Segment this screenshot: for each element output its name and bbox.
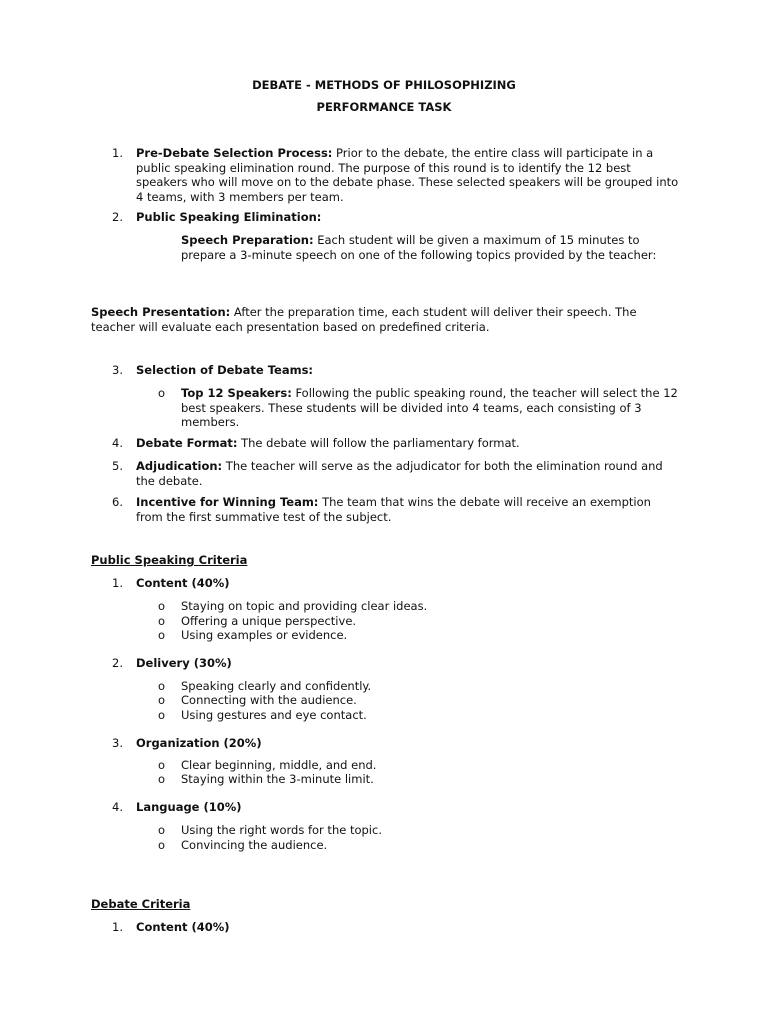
criteria-label: Language (10%) xyxy=(136,800,242,814)
bullet-text: Using the right words for the topic. xyxy=(181,823,382,837)
top-speakers-body: Following the public speaking round, the teacher will select the 12 best speakers. These students will be divided into 4 teams, each consisting of 3 members. xyxy=(181,386,678,429)
speech-presentation-heading: Speech Presentation: xyxy=(91,305,231,319)
speech-preparation-heading: Speech Preparation: xyxy=(181,233,314,247)
item-body: The debate will follow the parliamentary format. xyxy=(237,436,520,450)
top-speakers-heading: Top 12 Speakers: xyxy=(181,386,292,400)
public-speaking-criteria-heading: Public Speaking Criteria xyxy=(91,553,248,567)
criteria-number: 1. xyxy=(112,920,123,934)
criteria-label: Delivery (30%) xyxy=(136,656,232,670)
bullet-text: Convincing the audience. xyxy=(181,838,328,852)
document-subtitle: PERFORMANCE TASK xyxy=(316,100,452,114)
item-heading: Pre-Debate Selection Process: xyxy=(136,146,333,160)
item-heading: Adjudication: xyxy=(136,459,223,473)
bullet-marker: o xyxy=(158,758,166,772)
criteria-label: Organization (20%) xyxy=(136,736,262,750)
bullet-text: Using examples or evidence. xyxy=(181,628,348,642)
item-heading: Incentive for Winning Team: xyxy=(136,495,319,509)
bullet-text: Clear beginning, middle, and end. xyxy=(181,758,377,772)
criteria-label: Content (40%) xyxy=(136,920,230,934)
item-heading: Debate Format: xyxy=(136,436,238,450)
speech-presentation xyxy=(91,305,681,334)
item-text xyxy=(136,363,681,378)
speech-presentation-body: After the preparation time, each student will deliver their speech. The teacher will evaluate each presentation based on predefined criteria. xyxy=(91,305,637,334)
bullet-text: Using gestures and eye contact. xyxy=(181,708,367,722)
criteria-number: 2. xyxy=(112,656,123,670)
bullet-marker: o xyxy=(158,614,166,628)
bullet-marker: o xyxy=(158,386,166,400)
criteria-label: Content (40%) xyxy=(136,576,230,590)
item-number: 2. xyxy=(112,210,123,224)
bullet-text: Offering a unique perspective. xyxy=(181,614,357,628)
bullet-marker: o xyxy=(158,708,166,722)
criteria-number: 1. xyxy=(112,576,123,590)
bullet-text: Connecting with the audience. xyxy=(181,693,357,707)
item-text xyxy=(136,459,681,488)
bullet-marker: o xyxy=(158,693,166,707)
item-heading: Selection of Debate Teams: xyxy=(136,363,314,377)
bullet-marker: o xyxy=(158,599,166,613)
debate-criteria-heading: Debate Criteria xyxy=(91,897,191,911)
item-number: 3. xyxy=(112,363,123,377)
bullet-marker: o xyxy=(158,679,166,693)
item-body: The team that wins the debate will receive an exemption from the first summative test of the subject. xyxy=(136,495,651,524)
criteria-number: 4. xyxy=(112,800,123,814)
bullet-text: Staying within the 3-minute limit. xyxy=(181,772,374,786)
bullet-marker: o xyxy=(158,628,166,642)
item-text xyxy=(136,146,681,204)
bullet-text: Speaking clearly and confidently. xyxy=(181,679,372,693)
item-heading: Public Speaking Elimination: xyxy=(136,210,322,224)
item-text xyxy=(136,495,681,524)
bullet-marker: o xyxy=(158,823,166,837)
bullet-marker: o xyxy=(158,838,166,852)
item-number: 6. xyxy=(112,495,123,509)
criteria-number: 3. xyxy=(112,736,123,750)
top-speakers-text xyxy=(181,386,681,430)
speech-preparation xyxy=(181,233,681,262)
item-number: 1. xyxy=(112,146,123,160)
bullet-marker: o xyxy=(158,772,166,786)
item-body: The teacher will serve as the adjudicator for both the elimination round and the debate. xyxy=(136,459,663,488)
item-number: 5. xyxy=(112,459,123,473)
item-text xyxy=(136,436,681,451)
speech-preparation-body: Each student will be given a maximum of 15 minutes to prepare a 3-minute speech on one of the following topics provided by the teacher: xyxy=(181,233,657,262)
item-text xyxy=(136,210,681,225)
document-title: DEBATE - METHODS OF PHILOSOPHIZING xyxy=(252,78,516,92)
item-body: Prior to the debate, the entire class will participate in a public speaking elimination round. The purpose of this round is to identify the 12 best speakers who will move on to the debate phase. These selected speakers will be grouped into 4 teams, with 3 members per team. xyxy=(136,146,679,204)
item-number: 4. xyxy=(112,436,123,450)
bullet-text: Staying on topic and providing clear ideas. xyxy=(181,599,428,613)
